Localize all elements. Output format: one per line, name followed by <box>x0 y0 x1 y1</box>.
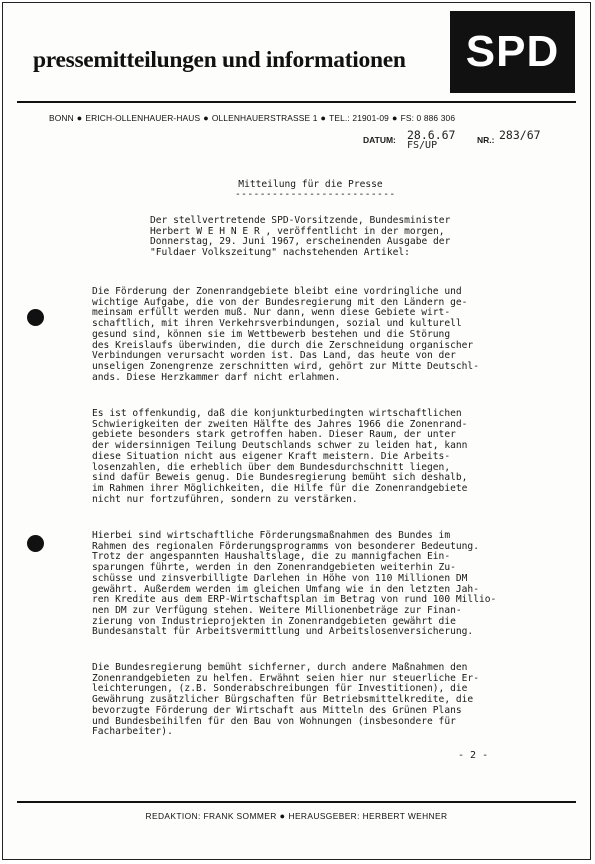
body-line: leichterungen, (z.B. Sonderabschreibungen für Investitionen), die <box>92 683 468 695</box>
body-line: sparungen führte, werden in den Zonenrandgebieten weiterhin Zu- <box>92 562 456 574</box>
body-line: der widersinnigen Teilung Deutschlands schwer zu leiden hat, kann <box>92 440 468 452</box>
intro-line: Der stellvertretende SPD-Vorsitzende, Bundesminister <box>150 215 451 226</box>
body-line: schüsse und zinsverbilligte Darlehen in Höhe von 110 Millionen DM <box>92 572 468 584</box>
body-line: Gewährung zusätzlicher Bürgschaften für Betriebsmittelkredite, die <box>92 694 474 706</box>
body-paragraph <box>92 663 479 738</box>
number-label: NR.: <box>477 135 495 145</box>
body-line: Bundesanstalt für Arbeitsvermittlung und Arbeitslosenversicherung. <box>92 626 474 638</box>
punch-hole <box>27 309 44 326</box>
date-label: DATUM: <box>363 135 396 145</box>
body-line: Die Förderung der Zonenrandgebiete bleibt eine vordringliche und <box>92 286 462 297</box>
intro-line: "Fuldaer Volkszeitung" nachstehenden Artikel: <box>150 247 410 259</box>
footer-line <box>3 811 590 821</box>
body-line: und Bundesbeihilfen für den Bau von Wohnungen (insbesondere für <box>92 715 456 727</box>
address-building: ERICH-OLLENHAUER-HAUS <box>85 113 201 123</box>
date-value: 28.6.67 <box>407 128 456 142</box>
body-line: unseligen Zonengrenze zerschnitten wird, gehört zur Mitte Deutschl- <box>92 360 479 372</box>
punch-hole <box>27 535 44 552</box>
body-line: Verbindungen verursacht worden ist. Das Land, das heute von der <box>92 350 456 362</box>
address-street: OLLENHAUERSTRASSE 1 <box>211 113 318 123</box>
body-line: bevorzugte Förderung der Wirtschaft aus Mitteln des Grünen Plans <box>92 704 462 716</box>
body-line: Die Bundesregierung bemüht sichferner, durch andere Maßnahmen den <box>92 662 468 673</box>
body-paragraph <box>92 531 496 638</box>
initials: FS/UP <box>407 140 438 151</box>
body-line: schaftlich, mit ihren Verkehrsverbindungen, sozial und kulturell <box>92 318 462 330</box>
body-line: Hierbei sind wirtschaftliche Förderungsmaßnahmen des Bundes im <box>92 530 451 541</box>
number-value: 283/67 <box>499 128 541 142</box>
body-line: Es ist offenkundig, daß die konjunkturbedingten wirtschaftlichen <box>92 408 462 419</box>
body-line: wichtige Aufgabe, die von der Bundesregierung mit den Ländern ge- <box>92 296 468 308</box>
body-line: Trotz der angespannten Haushaltslage, die zu mannigfachen Ein- <box>92 551 451 563</box>
body-line: Rahmen des regionalen Förderungsprogramms von besonderer Bedeutung. <box>92 540 479 552</box>
page-number: - 2 - <box>458 750 489 761</box>
body-line: im Rahmen ihrer Möglichkeiten, die Hilfe für die Zonenrandgebiete <box>92 482 468 494</box>
headline-rule: -------------------------- <box>235 189 396 200</box>
body-line: gebiete besonders stark getroffen haben. Dieser Raum, der unter <box>92 429 456 441</box>
header-rule <box>17 101 576 103</box>
address-city: BONN <box>49 113 74 123</box>
body-line: ren Kredite aus dem ERP-Wirtschaftsplan im Betrag von rund 100 Millio- <box>92 594 497 606</box>
footer-editor: REDAKTION: FRANK SOMMER <box>145 811 277 821</box>
headline: Mitteilung für die Presse <box>238 179 383 190</box>
body-line: nen DM zur Verfügung stehen. Weitere Millionenbeträge zur Finan- <box>92 604 462 616</box>
press-release-page <box>2 2 591 860</box>
body-line: ands. Diese Herzkammer darf nicht erlahmen. <box>92 371 341 383</box>
body-line: sind dafür Beweis genug. Die Bundesregierung bemüht sich deshalb, <box>92 472 468 484</box>
intro-paragraph <box>150 216 450 259</box>
body-line: Zonenrandgebieten zu helfen. Erwähnt seien hier nur steuerliche Er- <box>92 672 479 684</box>
footer-rule <box>17 801 576 803</box>
body-line: nicht nur fortzuführen, sondern zu verstärken. <box>92 493 358 505</box>
body-line: Schwierigkeiten der zweiten Hälfte des Jahres 1966 die Zonenrand- <box>92 418 468 430</box>
separator-dot: ● <box>279 811 286 821</box>
body-line: gewährt. Außerdem werden im gleichen Umfang wie in den letzten Jah- <box>92 583 479 595</box>
separator-dot: ● <box>320 113 327 123</box>
separator-dot: ● <box>391 113 398 123</box>
address-telex: FS: 0 886 306 <box>400 113 456 123</box>
body-line: Facharbeiter). <box>92 726 173 738</box>
body-line: zierung von Industrieprojekten in Zonenrandgebieten gewährt die <box>92 615 456 627</box>
body-line: meinsam erfüllt werden muß. Nur dann, wenn diese Gebiete wirt- <box>92 307 451 319</box>
footer-publisher: HERAUSGEBER: HERBERT WEHNER <box>288 811 448 821</box>
body-paragraph <box>92 287 479 383</box>
body-line: des Kreislaufs überwinden, die durch die Zerschneidung organischer <box>92 339 474 351</box>
body-line: gesund sind, können sie im Wettbewerb bestehen und die Störung <box>92 328 451 340</box>
separator-dot: ● <box>203 113 209 123</box>
body-paragraph <box>92 409 467 505</box>
address-line <box>49 113 455 123</box>
address-phone: TEL.: 21901-09 <box>329 113 389 123</box>
intro-line: Donnerstag, 29. Juni 1967, erscheinenden Ausgabe der <box>150 236 451 248</box>
separator-dot: ● <box>76 113 83 123</box>
body-line: losenzahlen, die erheblich über dem Bundesdurchschnitt liegen, <box>92 461 451 473</box>
body-line: diese Situation nicht aus eigener Kraft meistern. Die Arbeits- <box>92 450 451 462</box>
masthead-title: pressemitteilungen und informationen <box>33 47 406 73</box>
intro-line: Herbert W E H N E R , veröffentlicht in der morgen, <box>150 225 445 237</box>
spd-logo: SPD <box>450 11 575 93</box>
